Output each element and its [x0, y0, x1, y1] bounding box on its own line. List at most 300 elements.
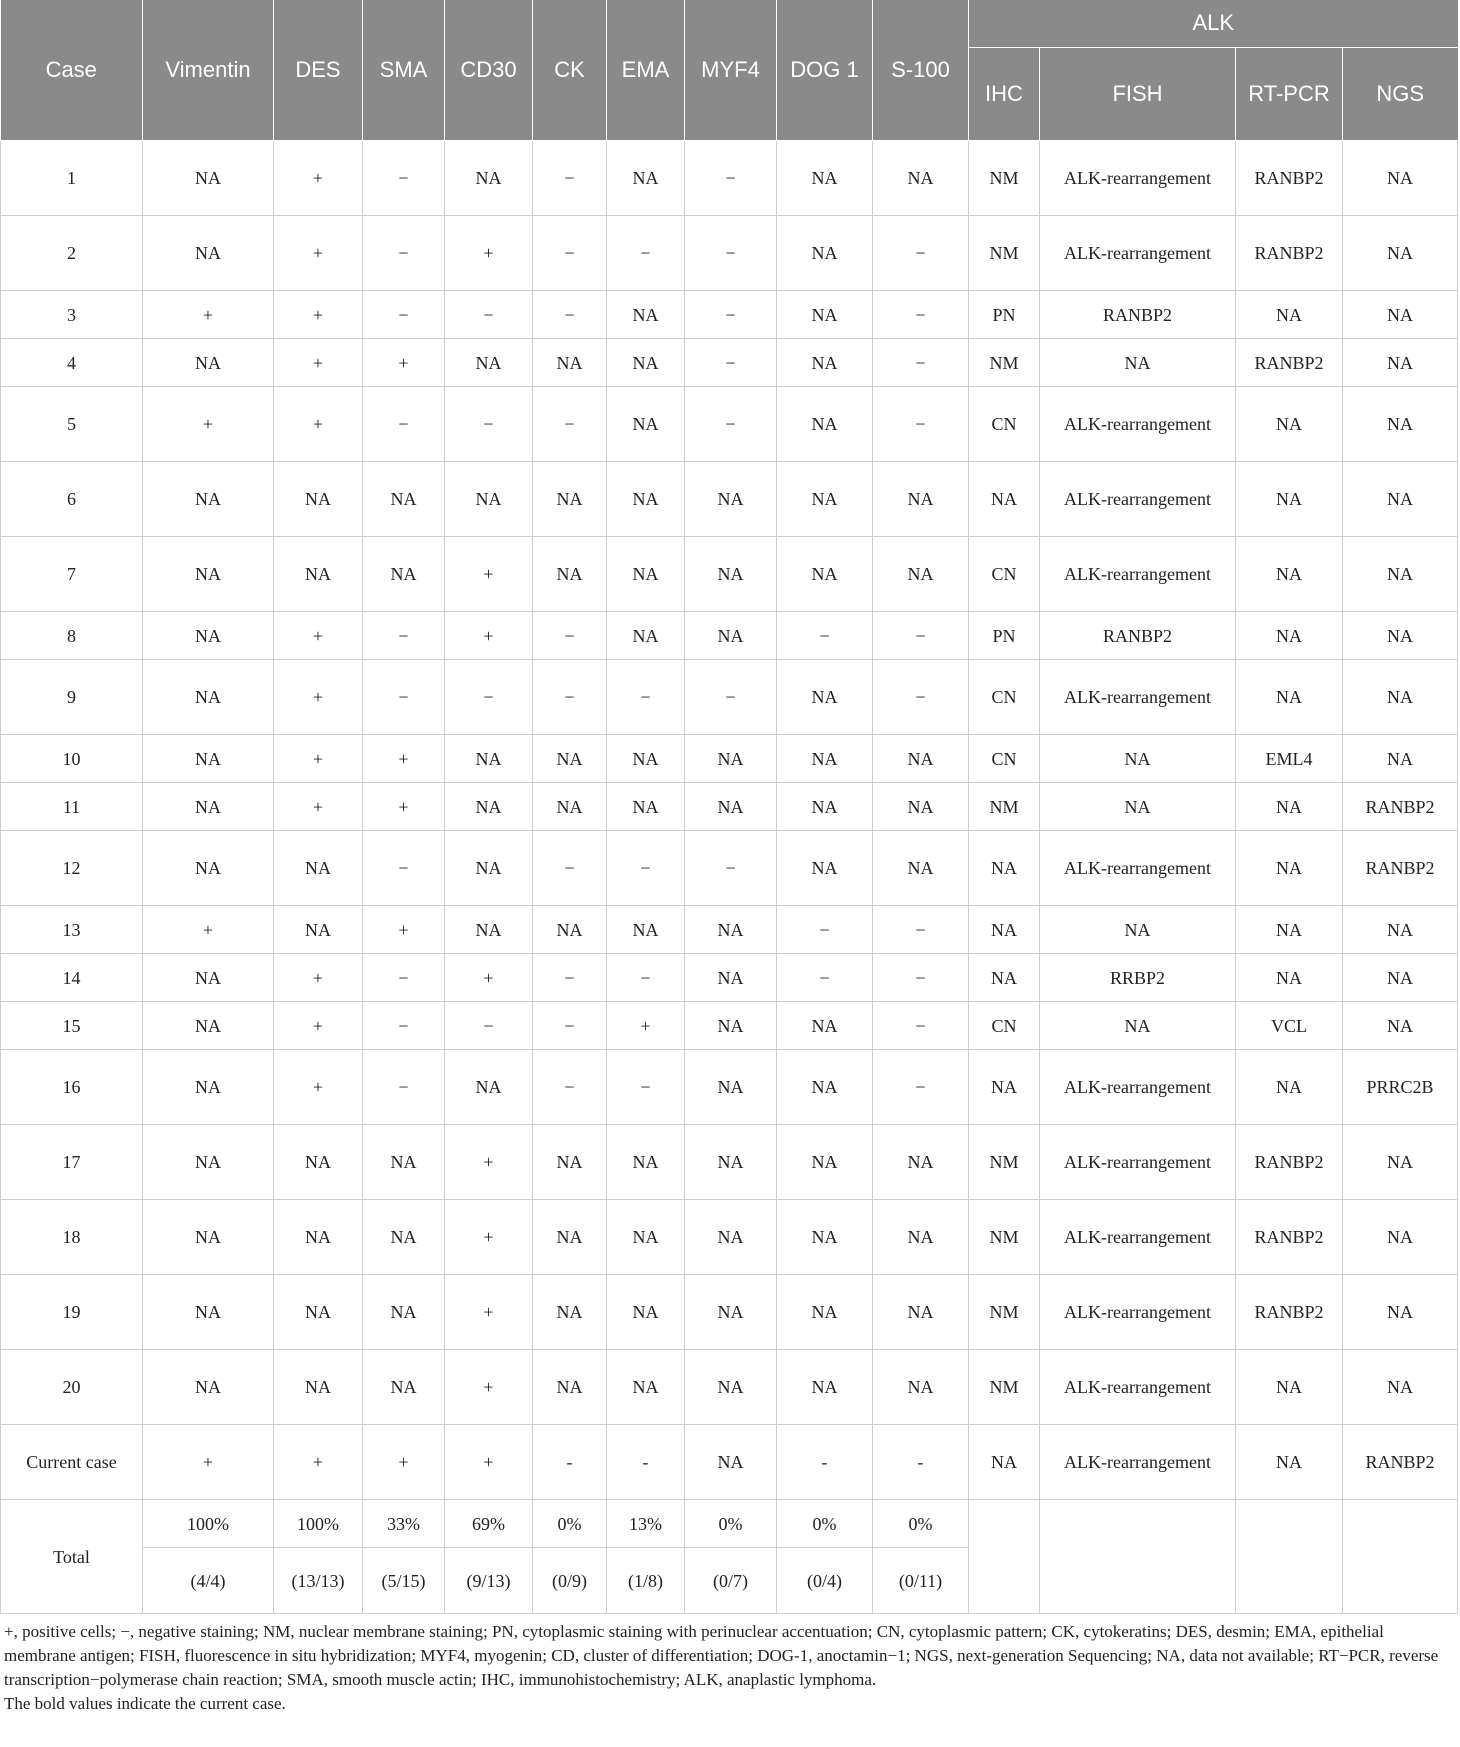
cell-ema: NA [607, 1125, 685, 1200]
current-case-row [1, 1425, 1458, 1500]
total-fraction-ema: (1/8) [607, 1548, 685, 1614]
table-row [1, 1125, 1458, 1200]
header-ihc: IHC [969, 47, 1040, 140]
cell-myf4: NA [685, 1275, 777, 1350]
cell-dog1: NA [777, 216, 873, 291]
cell-dog1: NA [777, 141, 873, 216]
cell-des: + [274, 291, 363, 339]
cell-s100: − [873, 216, 969, 291]
table-row [1, 339, 1458, 387]
cell-case: 11 [1, 783, 143, 831]
cell-vimentin: NA [143, 141, 274, 216]
cell-vimentin: + [143, 387, 274, 462]
cell-rtpcr: NA [1236, 660, 1343, 735]
cell-cd30: + [445, 1200, 533, 1275]
header-vimentin: Vimentin [143, 0, 274, 141]
cell-fish: NA [1040, 1002, 1236, 1050]
cell-sma: + [363, 339, 445, 387]
cell-ck: − [533, 216, 607, 291]
current-cell-ngs: RANBP2 [1343, 1425, 1458, 1500]
cell-ihc: NM [969, 141, 1040, 216]
total-percent-dog1: 0% [777, 1500, 873, 1548]
table-row [1, 783, 1458, 831]
cell-ihc: NM [969, 216, 1040, 291]
cell-cd30: NA [445, 906, 533, 954]
cell-sma: − [363, 387, 445, 462]
total-fraction-myf4: (0/7) [685, 1548, 777, 1614]
cell-ngs: NA [1343, 1125, 1458, 1200]
cell-s100: NA [873, 1350, 969, 1425]
cell-ngs: NA [1343, 612, 1458, 660]
cell-ihc: PN [969, 612, 1040, 660]
header-dog1: DOG 1 [777, 0, 873, 141]
cell-ihc: CN [969, 387, 1040, 462]
cell-rtpcr: NA [1236, 831, 1343, 906]
header-ngs: NGS [1343, 47, 1458, 140]
cell-case: 1 [1, 141, 143, 216]
current-cell-ihc: NA [969, 1425, 1040, 1500]
cell-cd30: NA [445, 735, 533, 783]
total-percent-s100: 0% [873, 1500, 969, 1548]
cell-des: + [274, 735, 363, 783]
cell-ema: − [607, 1050, 685, 1125]
cell-case: 18 [1, 1200, 143, 1275]
cell-ihc: PN [969, 291, 1040, 339]
cell-ema: − [607, 954, 685, 1002]
cell-cd30: + [445, 612, 533, 660]
cell-fish: NA [1040, 783, 1236, 831]
cell-ihc: NM [969, 1200, 1040, 1275]
cell-vimentin: NA [143, 660, 274, 735]
table-row [1, 1200, 1458, 1275]
cell-fish: NA [1040, 906, 1236, 954]
cell-fish: ALK-rearrangement [1040, 387, 1236, 462]
total-fraction-des: (13/13) [274, 1548, 363, 1614]
cell-s100: NA [873, 1200, 969, 1275]
cell-rtpcr: NA [1236, 954, 1343, 1002]
cell-des: + [274, 612, 363, 660]
cell-case: 19 [1, 1275, 143, 1350]
total-label: Total [1, 1500, 143, 1614]
cell-myf4: NA [685, 537, 777, 612]
current-cell-case: Current case [1, 1425, 143, 1500]
cell-s100: NA [873, 1125, 969, 1200]
cell-sma: − [363, 291, 445, 339]
cell-sma: NA [363, 462, 445, 537]
cell-ihc: NA [969, 1050, 1040, 1125]
table-footnote [0, 1620, 1444, 1716]
cell-ngs: NA [1343, 660, 1458, 735]
cell-ihc: CN [969, 660, 1040, 735]
cell-ck: NA [533, 783, 607, 831]
cell-cd30: NA [445, 141, 533, 216]
cell-ihc: NM [969, 1125, 1040, 1200]
cell-vimentin: NA [143, 783, 274, 831]
header-s100: S-100 [873, 0, 969, 141]
cell-ihc: NA [969, 462, 1040, 537]
cell-fish: ALK-rearrangement [1040, 1275, 1236, 1350]
cell-ema: NA [607, 612, 685, 660]
cell-case: 8 [1, 612, 143, 660]
table-row [1, 906, 1458, 954]
table-body [1, 141, 1458, 1614]
cell-vimentin: NA [143, 462, 274, 537]
cell-case: 3 [1, 291, 143, 339]
cell-ck: NA [533, 906, 607, 954]
table-row [1, 1275, 1458, 1350]
cell-ihc: CN [969, 537, 1040, 612]
cell-rtpcr: RANBP2 [1236, 1275, 1343, 1350]
cell-ngs: NA [1343, 462, 1458, 537]
cell-vimentin: NA [143, 831, 274, 906]
cell-fish: NA [1040, 339, 1236, 387]
table-row [1, 216, 1458, 291]
cell-fish: RANBP2 [1040, 612, 1236, 660]
cell-ck: − [533, 660, 607, 735]
cell-fish: RANBP2 [1040, 291, 1236, 339]
cell-case: 7 [1, 537, 143, 612]
cell-sma: − [363, 216, 445, 291]
table-row [1, 660, 1458, 735]
cell-cd30: NA [445, 783, 533, 831]
footnote-abbreviations: +, positive cells; −, negative staining; NM, nuclear membrane staining; PN, cytoplasmic staining with perinuclear accentuation; CN, cytoplasmic pattern; CK, cytokeratins; DES, desmin; EMA, epithelial membrane antigen; FISH, fluorescence in situ hybridization; MYF4, myogenin; CD, cluster of differentiation; DOG-1, anoctamin−1; NGS, next-generation Sequencing; NA, data not available; RT−PCR, reverse transcription−polymerase chain reaction; SMA, smooth muscle actin; IHC, immunohistochemistry; ALK, anaplastic lymphoma. [4, 1622, 1439, 1689]
cell-case: 15 [1, 1002, 143, 1050]
cell-dog1: NA [777, 1050, 873, 1125]
current-cell-vimentin: + [143, 1425, 274, 1500]
cell-dog1: NA [777, 537, 873, 612]
cell-vimentin: NA [143, 1275, 274, 1350]
cell-dog1: − [777, 954, 873, 1002]
cell-myf4: − [685, 339, 777, 387]
table-row [1, 735, 1458, 783]
cell-ngs: NA [1343, 216, 1458, 291]
cell-rtpcr: NA [1236, 1050, 1343, 1125]
cell-fish: ALK-rearrangement [1040, 537, 1236, 612]
cell-vimentin: NA [143, 1125, 274, 1200]
cell-ck: − [533, 141, 607, 216]
cell-dog1: NA [777, 291, 873, 339]
cell-ngs: NA [1343, 906, 1458, 954]
cell-dog1: NA [777, 660, 873, 735]
cell-ngs: RANBP2 [1343, 783, 1458, 831]
cell-ema: NA [607, 141, 685, 216]
cell-rtpcr: NA [1236, 291, 1343, 339]
cell-case: 20 [1, 1350, 143, 1425]
cell-myf4: − [685, 660, 777, 735]
current-cell-sma: + [363, 1425, 445, 1500]
cell-ck: NA [533, 462, 607, 537]
cell-vimentin: NA [143, 954, 274, 1002]
cell-s100: − [873, 1002, 969, 1050]
current-cell-ema: - [607, 1425, 685, 1500]
cell-ngs: NA [1343, 954, 1458, 1002]
cell-ema: − [607, 831, 685, 906]
cell-myf4: NA [685, 1125, 777, 1200]
cell-case: 2 [1, 216, 143, 291]
cell-cd30: + [445, 1275, 533, 1350]
cell-ihc: NA [969, 954, 1040, 1002]
current-cell-ck: - [533, 1425, 607, 1500]
cell-rtpcr: NA [1236, 462, 1343, 537]
total-fraction-ck: (0/9) [533, 1548, 607, 1614]
cell-ck: − [533, 387, 607, 462]
cell-s100: − [873, 660, 969, 735]
cell-rtpcr: RANBP2 [1236, 1125, 1343, 1200]
cell-myf4: NA [685, 1002, 777, 1050]
cell-fish: ALK-rearrangement [1040, 1350, 1236, 1425]
cell-case: 12 [1, 831, 143, 906]
cell-dog1: − [777, 906, 873, 954]
cell-myf4: − [685, 216, 777, 291]
cell-rtpcr: NA [1236, 1350, 1343, 1425]
cell-s100: NA [873, 537, 969, 612]
cell-ihc: NM [969, 783, 1040, 831]
cell-vimentin: + [143, 906, 274, 954]
table-row [1, 1350, 1458, 1425]
cell-des: + [274, 141, 363, 216]
current-cell-s100: - [873, 1425, 969, 1500]
cell-vimentin: NA [143, 1350, 274, 1425]
total-percent-sma: 33% [363, 1500, 445, 1548]
cell-s100: − [873, 906, 969, 954]
cell-rtpcr: NA [1236, 387, 1343, 462]
total-percent-ema: 13% [607, 1500, 685, 1548]
table-row [1, 537, 1458, 612]
cell-ck: NA [533, 1200, 607, 1275]
table-row [1, 387, 1458, 462]
cell-s100: − [873, 612, 969, 660]
cell-ema: − [607, 660, 685, 735]
cell-fish: ALK-rearrangement [1040, 831, 1236, 906]
cell-ck: − [533, 954, 607, 1002]
cell-des: + [274, 216, 363, 291]
cell-cd30: + [445, 537, 533, 612]
cell-myf4: NA [685, 1350, 777, 1425]
cell-myf4: NA [685, 1200, 777, 1275]
cell-ck: NA [533, 735, 607, 783]
header-alk: ALK [969, 0, 1458, 47]
cell-fish: ALK-rearrangement [1040, 1125, 1236, 1200]
total-percent-ck: 0% [533, 1500, 607, 1548]
cell-ema: NA [607, 387, 685, 462]
cell-s100: NA [873, 783, 969, 831]
cell-des: + [274, 339, 363, 387]
table-row [1, 291, 1458, 339]
cell-dog1: NA [777, 1125, 873, 1200]
cell-cd30: − [445, 1002, 533, 1050]
total-percent-row [1, 1500, 1458, 1548]
cell-ihc: NA [969, 831, 1040, 906]
cell-myf4: NA [685, 462, 777, 537]
cell-rtpcr: NA [1236, 612, 1343, 660]
cell-case: 16 [1, 1050, 143, 1125]
cell-cd30: NA [445, 1050, 533, 1125]
cell-ema: NA [607, 1275, 685, 1350]
cell-fish: ALK-rearrangement [1040, 216, 1236, 291]
total-percent-des: 100% [274, 1500, 363, 1548]
cell-vimentin: NA [143, 216, 274, 291]
cell-myf4: NA [685, 612, 777, 660]
current-cell-dog1: - [777, 1425, 873, 1500]
cell-fish: NA [1040, 735, 1236, 783]
cell-dog1: NA [777, 1275, 873, 1350]
cell-des: + [274, 783, 363, 831]
cell-sma: − [363, 612, 445, 660]
header-ck: CK [533, 0, 607, 141]
total-fraction-cd30: (9/13) [445, 1548, 533, 1614]
cell-myf4: − [685, 387, 777, 462]
cell-rtpcr: NA [1236, 783, 1343, 831]
cell-ngs: NA [1343, 1275, 1458, 1350]
cell-rtpcr: RANBP2 [1236, 216, 1343, 291]
cell-sma: NA [363, 1125, 445, 1200]
cell-case: 5 [1, 387, 143, 462]
cell-des: NA [274, 1200, 363, 1275]
cell-fish: ALK-rearrangement [1040, 1200, 1236, 1275]
footnote-bold-note: The bold values indicate the current case. [4, 1694, 286, 1713]
cell-ngs: NA [1343, 735, 1458, 783]
cell-des: + [274, 1050, 363, 1125]
cell-ngs: NA [1343, 1002, 1458, 1050]
header-rtpcr: RT-PCR [1236, 47, 1343, 140]
cell-dog1: − [777, 612, 873, 660]
cell-s100: − [873, 1050, 969, 1125]
cell-sma: − [363, 1050, 445, 1125]
cell-des: NA [274, 1125, 363, 1200]
header-case: Case [1, 0, 143, 141]
cell-dog1: NA [777, 1350, 873, 1425]
cell-sma: NA [363, 1275, 445, 1350]
cell-s100: NA [873, 735, 969, 783]
cell-ema: NA [607, 1350, 685, 1425]
cell-sma: − [363, 954, 445, 1002]
cell-vimentin: NA [143, 612, 274, 660]
cell-cd30: + [445, 1125, 533, 1200]
cell-case: 9 [1, 660, 143, 735]
cell-rtpcr: RANBP2 [1236, 1200, 1343, 1275]
cell-dog1: NA [777, 831, 873, 906]
current-cell-rtpcr: NA [1236, 1425, 1343, 1500]
cell-fish: RRBP2 [1040, 954, 1236, 1002]
cell-ihc: NM [969, 1350, 1040, 1425]
cell-des: + [274, 387, 363, 462]
cell-ck: − [533, 1050, 607, 1125]
cell-ngs: NA [1343, 387, 1458, 462]
cell-myf4: NA [685, 906, 777, 954]
cell-vimentin: NA [143, 1050, 274, 1125]
cell-des: NA [274, 906, 363, 954]
cell-case: 17 [1, 1125, 143, 1200]
cell-myf4: NA [685, 735, 777, 783]
header-myf4: MYF4 [685, 0, 777, 141]
cell-ck: NA [533, 537, 607, 612]
cell-vimentin: + [143, 291, 274, 339]
current-cell-myf4: NA [685, 1425, 777, 1500]
cell-des: NA [274, 462, 363, 537]
cell-cd30: NA [445, 339, 533, 387]
cell-dog1: NA [777, 735, 873, 783]
cell-dog1: NA [777, 462, 873, 537]
cell-ngs: NA [1343, 1200, 1458, 1275]
cell-ema: NA [607, 291, 685, 339]
cell-ihc: CN [969, 735, 1040, 783]
cell-vimentin: NA [143, 1002, 274, 1050]
total-empty-cell [1040, 1500, 1236, 1614]
table-row [1, 462, 1458, 537]
cell-ck: − [533, 831, 607, 906]
cell-s100: NA [873, 831, 969, 906]
cell-ema: NA [607, 339, 685, 387]
cell-cd30: + [445, 216, 533, 291]
cell-cd30: + [445, 954, 533, 1002]
cell-cd30: + [445, 1350, 533, 1425]
current-cell-cd30: + [445, 1425, 533, 1500]
cell-s100: NA [873, 1275, 969, 1350]
cell-s100: − [873, 954, 969, 1002]
cell-case: 14 [1, 954, 143, 1002]
cell-rtpcr: NA [1236, 537, 1343, 612]
total-fraction-vimentin: (4/4) [143, 1548, 274, 1614]
cell-cd30: − [445, 291, 533, 339]
cell-dog1: NA [777, 783, 873, 831]
total-percent-vimentin: 100% [143, 1500, 274, 1548]
cell-des: + [274, 954, 363, 1002]
header-des: DES [274, 0, 363, 141]
cell-ihc: NA [969, 906, 1040, 954]
cell-sma: + [363, 783, 445, 831]
cell-ihc: NM [969, 1275, 1040, 1350]
cell-vimentin: NA [143, 537, 274, 612]
cell-cd30: NA [445, 462, 533, 537]
cell-ema: + [607, 1002, 685, 1050]
total-fraction-sma: (5/15) [363, 1548, 445, 1614]
cell-ngs: NA [1343, 339, 1458, 387]
cell-s100: NA [873, 462, 969, 537]
cell-s100: − [873, 339, 969, 387]
cell-ema: NA [607, 783, 685, 831]
cell-sma: + [363, 906, 445, 954]
cell-sma: NA [363, 1200, 445, 1275]
cell-myf4: − [685, 291, 777, 339]
cell-s100: NA [873, 141, 969, 216]
cell-ema: NA [607, 1200, 685, 1275]
cell-ngs: PRRC2B [1343, 1050, 1458, 1125]
cell-ema: NA [607, 906, 685, 954]
cell-vimentin: NA [143, 339, 274, 387]
cell-dog1: NA [777, 387, 873, 462]
cell-dog1: NA [777, 1002, 873, 1050]
cell-case: 6 [1, 462, 143, 537]
cell-ngs: NA [1343, 1350, 1458, 1425]
cell-cd30: NA [445, 831, 533, 906]
cell-sma: + [363, 735, 445, 783]
total-fraction-dog1: (0/4) [777, 1548, 873, 1614]
cell-des: + [274, 660, 363, 735]
total-percent-cd30: 69% [445, 1500, 533, 1548]
cell-ck: NA [533, 1275, 607, 1350]
table-row [1, 954, 1458, 1002]
total-empty-cell [969, 1500, 1040, 1614]
cell-s100: − [873, 291, 969, 339]
cell-ngs: NA [1343, 291, 1458, 339]
table-row [1, 141, 1458, 216]
total-fraction-s100: (0/11) [873, 1548, 969, 1614]
cell-ihc: CN [969, 1002, 1040, 1050]
cell-ngs: RANBP2 [1343, 831, 1458, 906]
cell-sma: NA [363, 1350, 445, 1425]
cell-ema: NA [607, 537, 685, 612]
cell-rtpcr: RANBP2 [1236, 141, 1343, 216]
